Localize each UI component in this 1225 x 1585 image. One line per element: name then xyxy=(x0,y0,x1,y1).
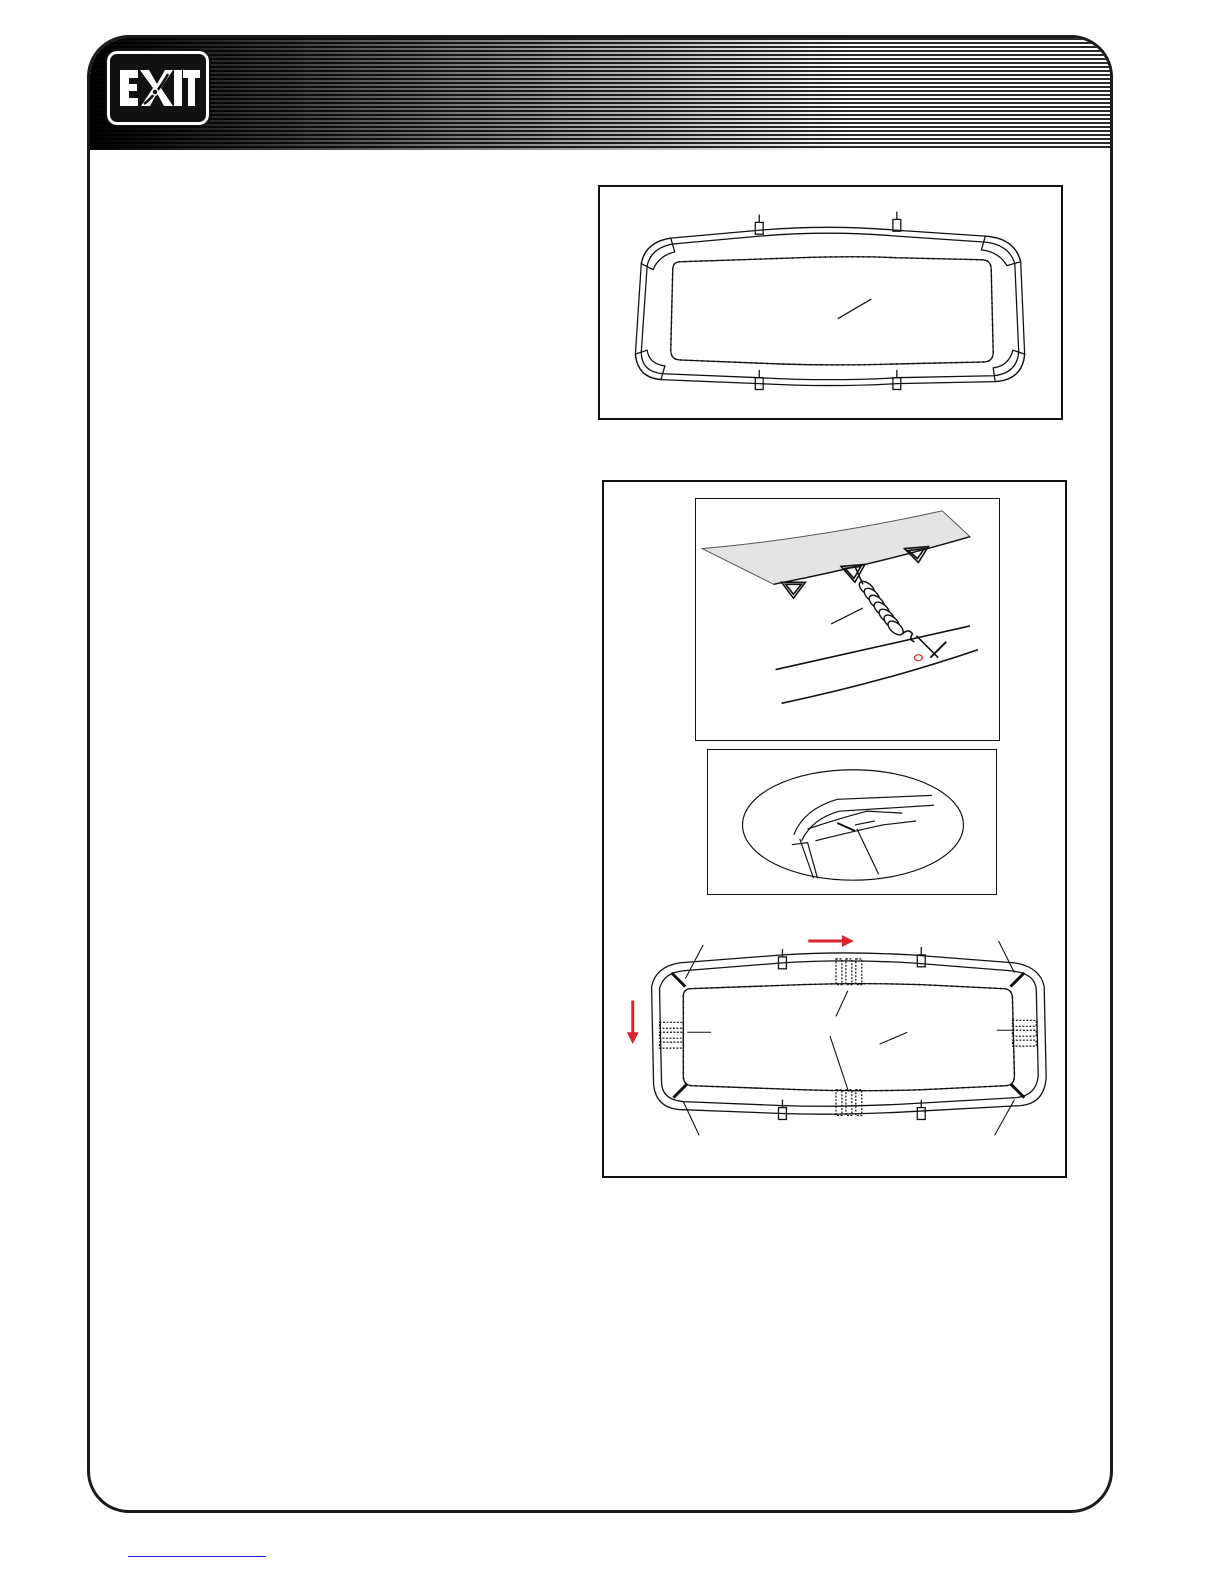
spring-install-order-icon xyxy=(604,482,1065,1176)
header-gradient xyxy=(90,38,1110,150)
down-arrow-red xyxy=(627,1001,639,1045)
brand-logo xyxy=(107,51,209,125)
exit-logo-icon xyxy=(110,54,206,122)
footer-link-underline[interactable] xyxy=(128,1556,266,1557)
figure-mat-outline xyxy=(598,185,1063,420)
trampoline-mat-outline-icon xyxy=(600,187,1061,418)
figure-spring-installation xyxy=(602,480,1067,1178)
right-arrow-red xyxy=(808,935,854,947)
